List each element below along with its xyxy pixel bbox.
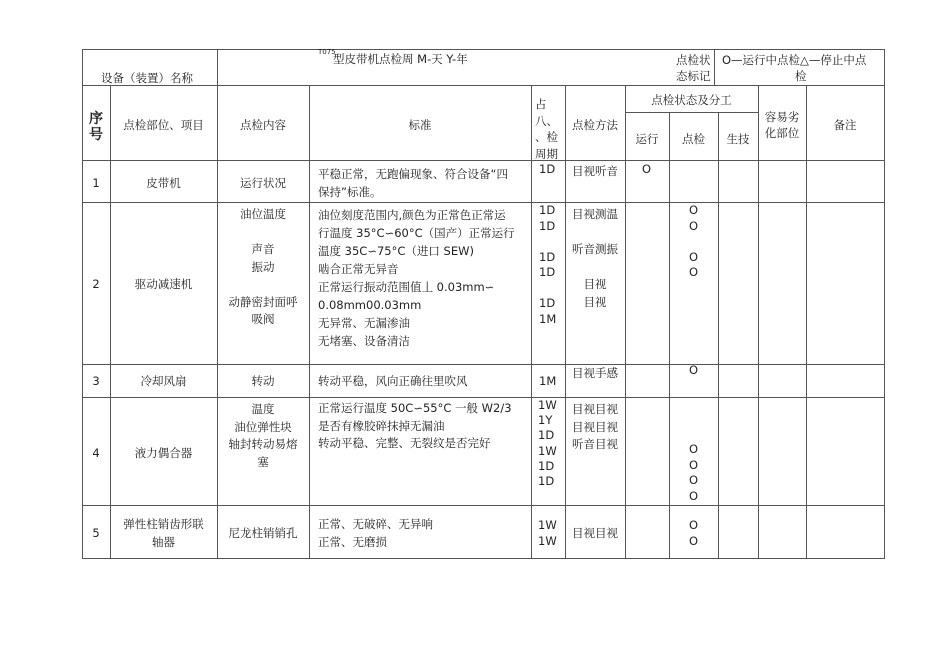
- table-rule-horizontal: [82, 397, 885, 398]
- table-rule-vertical: [625, 85, 626, 559]
- table-rule-vertical: [758, 85, 759, 559]
- col-cycle-header: 占 八、 、检 周期: [535, 97, 558, 161]
- table-rule-vertical: [531, 85, 532, 559]
- row-2-standard: 油位刻度范围内,颜色为正常色正常运 行温度 35°C∽60°C（国产）正常运行 温度 35C∽75°C（进口 SEW) 啮合正常无异音 正常运行振动范围值丄 0.03mm∽ 0.08mm00.03mm 无异常、无漏渗油 无堵塞、设备清洁: [318, 208, 515, 348]
- row-5-no: 5: [92, 526, 100, 540]
- table-rule-horizontal: [82, 49, 885, 50]
- table-rule-horizontal: [82, 364, 885, 365]
- row-5-inspect: O O: [688, 518, 699, 548]
- row-1-standard: 平稳正常，无跑偏现象、符合设备“四 保持”标准。: [318, 167, 508, 199]
- row-4-cycle: 1W 1Y 1D 1W 1D 1D: [538, 398, 557, 489]
- col-inspect-header: 点检: [682, 132, 705, 146]
- row-4-content: 温度 油位弹性块 轴封转动易熔 塞: [228, 402, 298, 469]
- device-name-label: 设备（装置）名称: [101, 71, 193, 85]
- table-rule-vertical: [110, 85, 111, 559]
- col-part-header: 点检部位、项目: [123, 118, 204, 132]
- row-1-no: 1: [92, 176, 100, 190]
- table-rule-horizontal: [82, 85, 885, 86]
- row-3-inspect: O: [688, 363, 699, 377]
- row-2-method: 目视测温 听音测振 目视 目视: [572, 207, 618, 309]
- row-3-part: 冷却风扇: [140, 374, 187, 388]
- row-5-content: 尼龙柱销销孔: [228, 526, 298, 540]
- table-rule-vertical: [217, 49, 218, 86]
- row-2-content: 油位温度 声音 振动 动静密封面呼 吸阀: [228, 207, 298, 326]
- page-title: 型皮带机点检周 M-天 Y-年: [333, 52, 468, 66]
- col-status-group-header: 点检状态及分工: [651, 93, 732, 107]
- table-rule-vertical: [718, 112, 719, 559]
- row-3-no: 3: [92, 374, 100, 388]
- row-4-method: 目视目视 目视目视 听音目视: [572, 402, 618, 451]
- col-production-header: 生技: [726, 132, 750, 146]
- col-running-header: 运行: [635, 132, 659, 146]
- row-5-cycle: 1W 1W: [538, 518, 557, 548]
- col-note-header: 备注: [833, 118, 857, 132]
- table-rule-vertical: [565, 85, 566, 559]
- table-rule-vertical: [309, 85, 310, 559]
- row-2-cycle: 1D 1D 1D 1D 1D 1M: [539, 203, 557, 326]
- model-prefix: T075: [318, 48, 336, 56]
- row-3-cycle: 1M: [539, 374, 557, 388]
- row-3-content: 转动: [251, 374, 275, 388]
- col-content-header: 点检内容: [240, 118, 286, 132]
- table-rule-horizontal: [625, 112, 759, 113]
- row-3-standard: 转动平稳，风向正确往里吹风: [318, 374, 468, 388]
- row-1-method: 目视听音: [572, 164, 618, 178]
- col-weak-header: 容易劣 化部位: [764, 110, 800, 140]
- table-rule-horizontal: [82, 505, 885, 506]
- status-mark-legend: O—运行中点检△—停止中点 检: [722, 53, 867, 83]
- col-method-header: 点检方法: [572, 118, 618, 132]
- table-rule-horizontal: [82, 160, 885, 161]
- col-seq-header: 序 号: [89, 111, 103, 143]
- table-rule-vertical: [714, 49, 715, 86]
- row-2-part: 驱动减速机: [134, 277, 193, 291]
- col-standard-header: 标准: [408, 118, 432, 132]
- row-1-content: 运行状况: [240, 176, 286, 190]
- table-rule-horizontal: [82, 202, 885, 203]
- row-4-no: 4: [92, 446, 100, 460]
- row-4-part: 液力偶合器: [134, 446, 193, 460]
- table-rule-vertical: [806, 85, 807, 559]
- row-3-method: 目视手感: [572, 366, 618, 380]
- row-1-running: O: [642, 162, 652, 176]
- row-2-no: 2: [92, 277, 100, 291]
- row-4-inspect: O O O O: [688, 442, 699, 503]
- status-mark-label: 点检状 态标记: [676, 53, 711, 83]
- row-1-cycle: 1D: [539, 162, 556, 176]
- table-rule-horizontal: [82, 558, 885, 559]
- row-5-part: 弹性柱销齿形联 轴器: [123, 517, 204, 549]
- row-5-standard: 正常、无破碎、无异响 正常、无磨损: [318, 517, 433, 549]
- row-4-standard: 正常运行温度 50C∽55°C 一般 W2/3 是否有橡胶碎抹掉无漏油 转动平稳、完整、无裂纹是否完好: [318, 401, 512, 450]
- row-1-part: 皮带机: [146, 176, 181, 190]
- row-5-method: 目视目视: [572, 526, 618, 540]
- row-2-inspect: O O O O: [688, 203, 699, 279]
- table-rule-vertical: [884, 49, 885, 559]
